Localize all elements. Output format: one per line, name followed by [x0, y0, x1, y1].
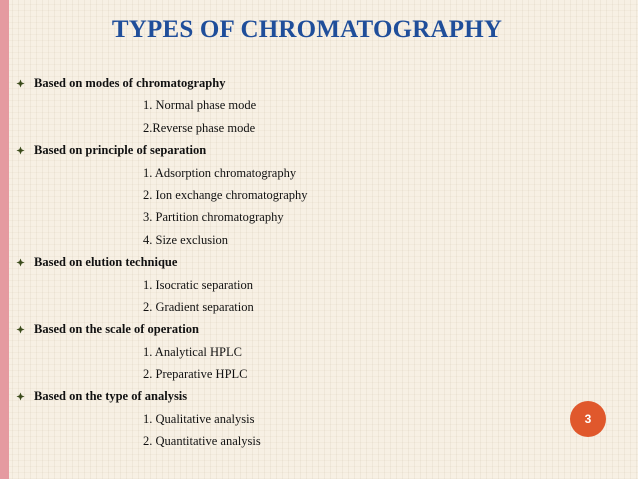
list-item: 4. Size exclusion	[143, 232, 229, 247]
slide-title: TYPES OF CHROMATOGRAPHY	[111, 16, 503, 43]
page-number-badge: 3	[570, 401, 606, 437]
diamond-bullet-icon	[16, 325, 25, 334]
list-item: 1. Analytical HPLC	[143, 344, 242, 359]
section-elution	[16, 251, 576, 318]
diamond-bullet-icon	[16, 146, 25, 155]
section-heading	[16, 72, 576, 94]
section-heading-text: Based on elution technique	[34, 255, 178, 270]
section-heading-text: Based on the type of analysis	[34, 389, 188, 404]
list-item: 2. Preparative HPLC	[143, 367, 248, 382]
section-scale	[16, 318, 576, 385]
section-analysis	[16, 385, 576, 452]
slide-content	[16, 72, 576, 453]
section-heading	[16, 139, 576, 161]
section-modes	[16, 72, 576, 139]
section-heading-text: Based on the scale of operation	[34, 322, 199, 337]
section-heading	[16, 251, 576, 273]
list-item: 1. Adsorption chromatography	[143, 165, 297, 180]
list-item: 1. Normal phase mode	[143, 98, 257, 113]
diamond-bullet-icon	[16, 258, 25, 267]
list-item: 1. Qualitative analysis	[143, 411, 255, 426]
section-heading-text: Based on modes of chromatography	[34, 76, 226, 90]
list-item: 2.Reverse phase mode	[143, 120, 256, 135]
list-item: 2. Quantitative analysis	[143, 434, 261, 449]
section-heading-text: Based on principle of separation	[34, 143, 207, 158]
section-principle	[16, 139, 576, 251]
list-item: 1. Isocratic separation	[143, 277, 254, 292]
list-item: 2. Ion exchange chromatography	[143, 187, 308, 202]
diamond-bullet-icon	[16, 79, 25, 88]
left-accent-stripe	[0, 0, 9, 479]
list-item: 3. Partition chromatography	[143, 210, 284, 225]
section-heading	[16, 318, 576, 340]
list-item: 2. Gradient separation	[143, 299, 254, 314]
section-heading	[16, 385, 576, 407]
diamond-bullet-icon	[16, 392, 25, 401]
